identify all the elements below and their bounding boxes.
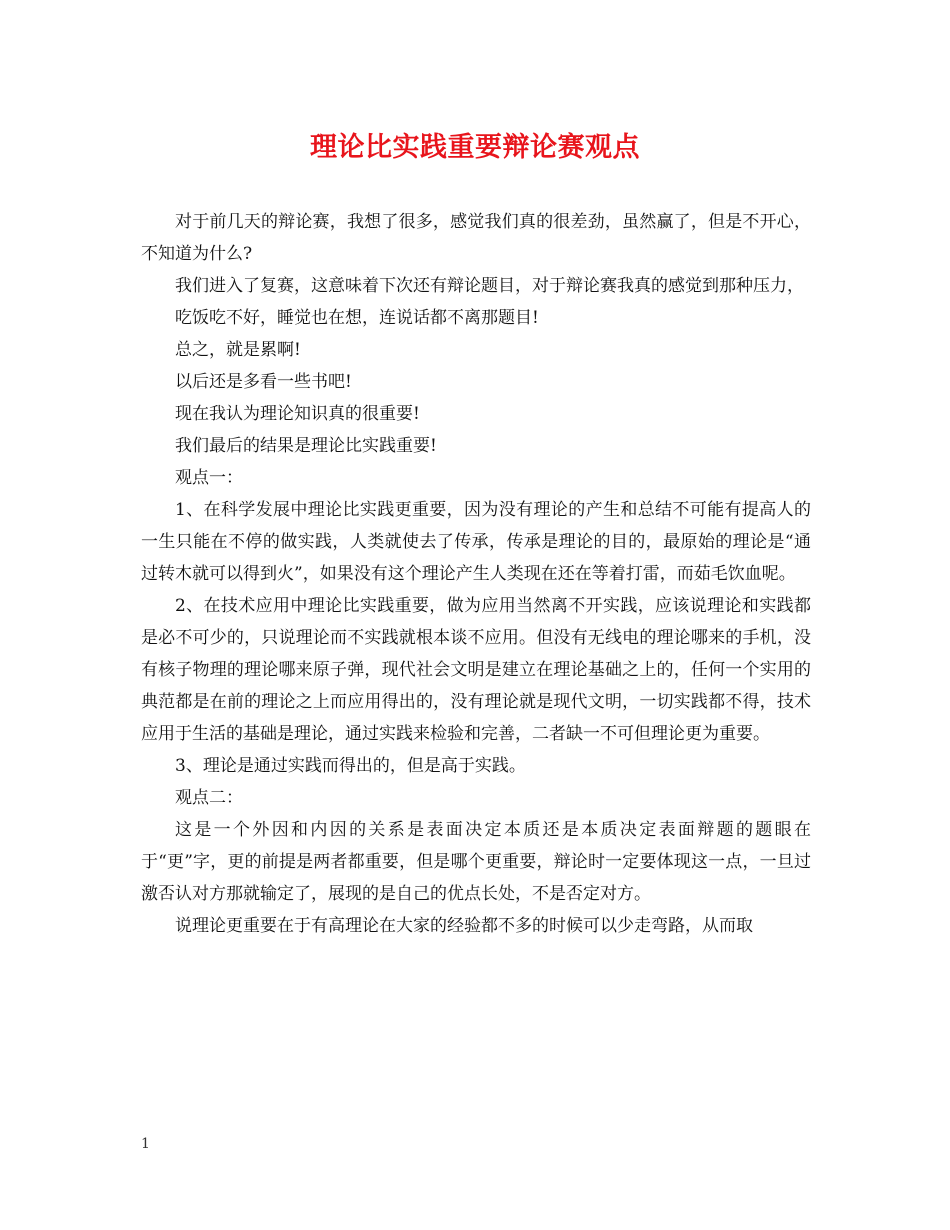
paragraph: 2、在技术应用中理论比实践重要，做为应用当然离不开实践，应该说理论和实践都是必不可少的，只说理论而不实践就根本谈不应用。但没有无线电的理论哪来的手机，没有核子物理的理论哪来原子弹，现代社会文明是建立在理论基础之上的，任何一个实用的典范都是在前的理论之上而应用得出的，没有理论就是现代文明，一切实践都不得，技术应用于生活的基础是理论，通过实践来检验和完善，二者缺一不可但理论更为重要。 bbox=[141, 596, 811, 744]
paragraph: 我们进入了复赛，这意味着下次还有辩论题目，对于辩论赛我真的感觉到那种压力， bbox=[175, 276, 804, 296]
document-title: 理论比实践重要辩论赛观点 bbox=[310, 132, 640, 163]
paragraph: 以后还是多看一些书吧! bbox=[175, 372, 352, 392]
paragraph: 这是一个外因和内因的关系是表面决定本质还是本质决定表面辩题的题眼在于“更”字，更的前提是两者都重要，但是哪个更重要，辩论时一定要体现这一点，一旦过激否认对方那就输定了，展现的是自己的优点长处，不是否定对方。 bbox=[141, 820, 811, 904]
section-heading: 观点一： bbox=[175, 468, 243, 488]
section-heading: 观点二： bbox=[175, 788, 243, 808]
page-number: 1 bbox=[141, 1136, 150, 1152]
paragraph: 总之，就是累啊! bbox=[175, 340, 301, 360]
paragraph: 3、理论是通过实践而得出的，但是高于实践。 bbox=[175, 756, 526, 776]
paragraph: 1、在科学发展中理论比实践更重要，因为没有理论的产生和总结不可能有提高人的一生只能在不停的做实践，人类就使去了传承，传承是理论的目的，最原始的理论是“通过转木就可以得到火”，如果没有这个理论产生人类现在还在等着打雷，而茹毛饮血呢。 bbox=[141, 500, 811, 584]
document-body bbox=[141, 206, 811, 942]
paragraph: 吃饭吃不好，睡觉也在想，连说话都不离那题目! bbox=[175, 308, 539, 328]
paragraph: 说理论更重要在于有高理论在大家的经验都不多的时候可以少走弯路，从而取 bbox=[175, 916, 753, 936]
paragraph: 现在我认为理论知识真的很重要! bbox=[175, 404, 420, 424]
paragraph: 我们最后的结果是理论比实践重要! bbox=[175, 436, 437, 456]
paragraph: 对于前几天的辩论赛，我想了很多，感觉我们真的很差劲，虽然赢了，但是不开心，不知道为什么? bbox=[141, 212, 811, 264]
